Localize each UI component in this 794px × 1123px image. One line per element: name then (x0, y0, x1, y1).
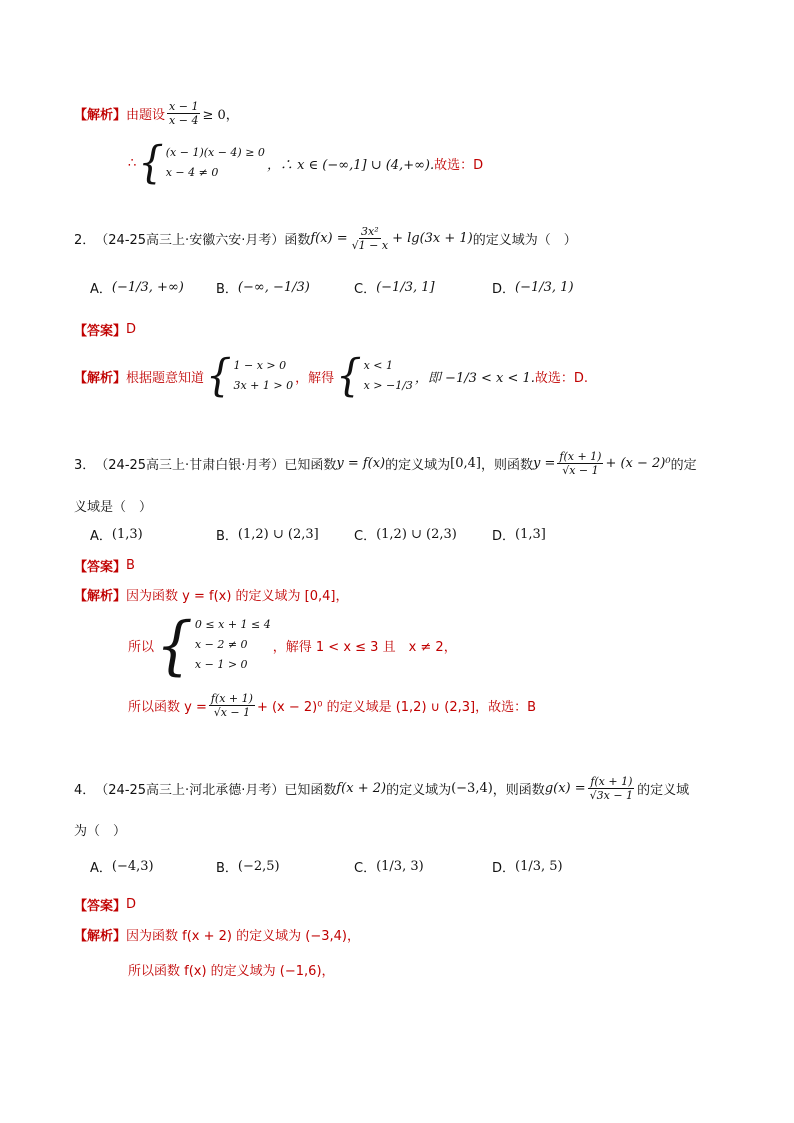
q3-a-frac-den: √x − 1 (213, 706, 251, 719)
q2-text3: 的定义域为（ ） (472, 233, 577, 248)
q1-geq: ≥ 0， (202, 108, 239, 123)
q4-func: f(x + 2) (336, 781, 387, 796)
q4-option-c[interactable] (354, 857, 492, 876)
q2-frac-den: √1 − x (351, 239, 389, 252)
q4-opt-a: (−4,3) (111, 859, 154, 874)
q2-opt-c: (−1/3, 1] (376, 280, 435, 295)
q4-option-b[interactable] (216, 857, 354, 876)
q3-opt-c: (1,2) ∪ (2,3) (376, 527, 457, 542)
q2-text2: + lg(3x + 1) (392, 231, 473, 246)
q4-opt-d-label: D． (492, 861, 516, 876)
q2-options (90, 278, 574, 297)
q4-frac-den: √3x − 1 (589, 789, 634, 802)
q3-frac-num: f(x + 1) (559, 450, 602, 463)
q3-source: （24-25高三上·甘肃白银·月考） (95, 458, 285, 473)
q2-opt-a-label: A． (90, 282, 112, 297)
q3-analysis-line3 (128, 692, 536, 719)
q2-fraction (350, 225, 390, 252)
q3-text3: ，则函数 (480, 458, 533, 473)
q4-analysis-line1 (74, 925, 360, 944)
q1-choose: 故选：D (434, 157, 484, 173)
q2-opt-d-label: D． (492, 282, 516, 297)
q3-func2: y = (533, 456, 556, 471)
q3-analysis-line1 (74, 585, 349, 604)
q2-opt-b-label: B． (216, 282, 238, 297)
q2-option-c[interactable] (354, 278, 492, 297)
q1-frac-den: x − 4 (169, 114, 199, 127)
q3-stem-cont (74, 496, 152, 515)
q2-sys2-row2: x > −1/3 (363, 379, 413, 392)
q4-opt-d: (1/3, 5) (515, 859, 563, 874)
q2-opt-d: (−1/3, 1) (515, 280, 574, 295)
q4-fraction (588, 775, 635, 802)
q1-sys-row2: x − 4 ≠ 0 (165, 166, 219, 179)
q2-solve: ，解得 (295, 370, 335, 386)
q3-domain: [0,4] (450, 456, 481, 471)
q3-func: y = f(x) (336, 456, 386, 471)
q3-opt-b-label: B． (216, 529, 238, 544)
q3-answer: B (126, 558, 135, 573)
q3-a-so: 所以 (128, 639, 155, 655)
q3-opt-c-label: C． (354, 529, 377, 544)
q2-stem (74, 225, 577, 252)
q3-a-solve: ，解得 1 < x ≤ 3 且 x ≠ 2， (272, 639, 457, 655)
q3-text5: 的定 (670, 458, 697, 473)
q3-options (90, 525, 546, 544)
q2-result: ，即 −1/3 < x < 1. (414, 370, 535, 386)
q3-sys-row2: x − 2 ≠ 0 (194, 638, 248, 651)
q4-answer-line (74, 895, 136, 914)
q3-a-line1: 因为函数 y = f(x) 的定义域为 [0,4]， (126, 589, 349, 604)
q4-text2: 的定义域为 (386, 783, 452, 798)
brace-icon: { (206, 350, 232, 402)
q2-text1: 函数 (284, 233, 311, 248)
q3-a-fraction (209, 692, 255, 719)
q2-opt-b: (−∞, −1/3) (237, 280, 310, 295)
q2-sys2-row1: x < 1 (363, 359, 393, 372)
q3-option-a[interactable] (90, 525, 216, 544)
q2-answer-line (74, 320, 136, 339)
q2-sys1-row2: 3x + 1 > 0 (233, 379, 294, 392)
q4-func2: g(x) = (544, 781, 586, 796)
q3-option-d[interactable] (492, 525, 546, 544)
q2-frac-num: 3x² (361, 225, 379, 238)
q4-text1: 已知函数 (284, 783, 337, 798)
analysis-tag: 【解析】 (74, 589, 127, 604)
q2-sys1-row1: 1 − x > 0 (233, 359, 287, 372)
q3-text6: 义域是（ ） (74, 500, 153, 515)
q2-option-b[interactable] (216, 278, 354, 297)
q2-answer: D (126, 322, 137, 337)
q3-fraction (557, 450, 603, 477)
q3-text2: 的定义域为 (385, 458, 451, 473)
q4-options (90, 857, 563, 876)
q1-analysis-prefix: 由题设 (126, 108, 166, 123)
q3-frac-den: √x − 1 (562, 464, 599, 477)
q4-opt-b-label: B． (216, 861, 238, 876)
q3-text4: + (x − 2)⁰ (605, 456, 671, 471)
q2-option-d[interactable] (492, 278, 574, 297)
q1-analysis-line (74, 100, 239, 127)
q1-therefore: ∴ (128, 155, 137, 171)
q4-opt-a-label: A． (90, 861, 112, 876)
q3-sys-row3: x − 1 > 0 (194, 658, 248, 671)
q3-a-line3-suffix: + (x − 2)⁰ 的定义域是 (1,2) ∪ (2,3]， (256, 700, 489, 715)
q4-frac-num: f(x + 1) (590, 775, 633, 788)
q4-text4: 的定义域 (637, 783, 690, 798)
q3-opt-d-label: D． (492, 529, 516, 544)
q4-opt-c-label: C． (354, 861, 377, 876)
q3-opt-b: (1,2) ∪ (2,3] (237, 527, 319, 542)
q3-a-frac-num: f(x + 1) (210, 692, 253, 705)
q4-option-a[interactable] (90, 857, 216, 876)
q4-stem (74, 775, 689, 802)
q3-choose: 故选：B (488, 700, 537, 715)
brace-icon: { (336, 350, 362, 402)
q1-system-line (128, 137, 484, 189)
q4-a-line2: 所以函数 f(x) 的定义域为 (−1,6)， (128, 964, 335, 979)
q1-sys-row1: (x − 1)(x − 4) ≥ 0 (165, 146, 265, 159)
q3-stem (74, 450, 697, 477)
analysis-tag: 【解析】 (74, 108, 127, 123)
q4-analysis-line2 (128, 960, 335, 979)
q3-opt-a-label: A． (90, 529, 112, 544)
q1-fraction (167, 100, 200, 127)
q3-opt-d: (1,3] (515, 527, 546, 542)
q2-number: 2． (74, 233, 96, 248)
q4-text3: ，则函数 (492, 783, 545, 798)
q3-option-b[interactable] (216, 525, 354, 544)
q2-option-a[interactable] (90, 278, 216, 297)
q4-option-d[interactable] (492, 857, 563, 876)
analysis-tag: 【解析】 (74, 929, 127, 944)
answer-tag: 【答案】 (74, 560, 127, 575)
q3-number: 3． (74, 458, 96, 473)
q4-domain: (−3,4) (451, 781, 493, 796)
brace-icon: { (138, 137, 164, 189)
q2-choose: 故选：D. (534, 370, 589, 386)
q2-opt-c-label: C． (354, 282, 377, 297)
q3-a-line3-prefix: 所以函数 y = (128, 700, 207, 715)
q2-analysis-line (74, 350, 589, 402)
q4-stem-cont (74, 820, 126, 839)
q3-sys-row1: 0 ≤ x + 1 ≤ 4 (194, 618, 271, 631)
q1-frac-num: x − 1 (169, 100, 199, 113)
q4-opt-b: (−2,5) (237, 859, 280, 874)
q3-system (156, 607, 271, 683)
q3-text1: 已知函数 (284, 458, 337, 473)
q3-opt-a: (1,3) (111, 527, 143, 542)
q2-func: f(x) = (310, 231, 348, 246)
q3-analysis-line2 (128, 607, 457, 683)
q2-opt-a: (−1/3, +∞) (111, 280, 184, 295)
q4-text5: 为（ ） (74, 824, 127, 839)
analysis-tag: 【解析】 (74, 370, 127, 386)
q2-system1 (206, 350, 294, 402)
q2-analysis-prefix: 根据题意知道 (126, 370, 205, 386)
q2-source: （24-25高三上·安徽六安·月考） (95, 233, 285, 248)
q4-number: 4． (74, 783, 96, 798)
q1-system (138, 137, 265, 189)
q3-answer-line (74, 556, 135, 575)
q4-answer: D (126, 897, 137, 912)
answer-tag: 【答案】 (74, 324, 127, 339)
answer-tag: 【答案】 (74, 899, 127, 914)
q3-option-c[interactable] (354, 525, 492, 544)
q4-opt-c: (1/3, 3) (376, 859, 424, 874)
q1-result: ，∴ x ∈ (−∞,1] ∪ (4,+∞). (266, 157, 435, 173)
q2-system2 (336, 350, 413, 402)
q4-source: （24-25高三上·河北承德·月考） (95, 783, 285, 798)
q4-a-line1: 因为函数 f(x + 2) 的定义域为 (−3,4)， (126, 929, 360, 944)
brace-icon: { (156, 607, 193, 683)
